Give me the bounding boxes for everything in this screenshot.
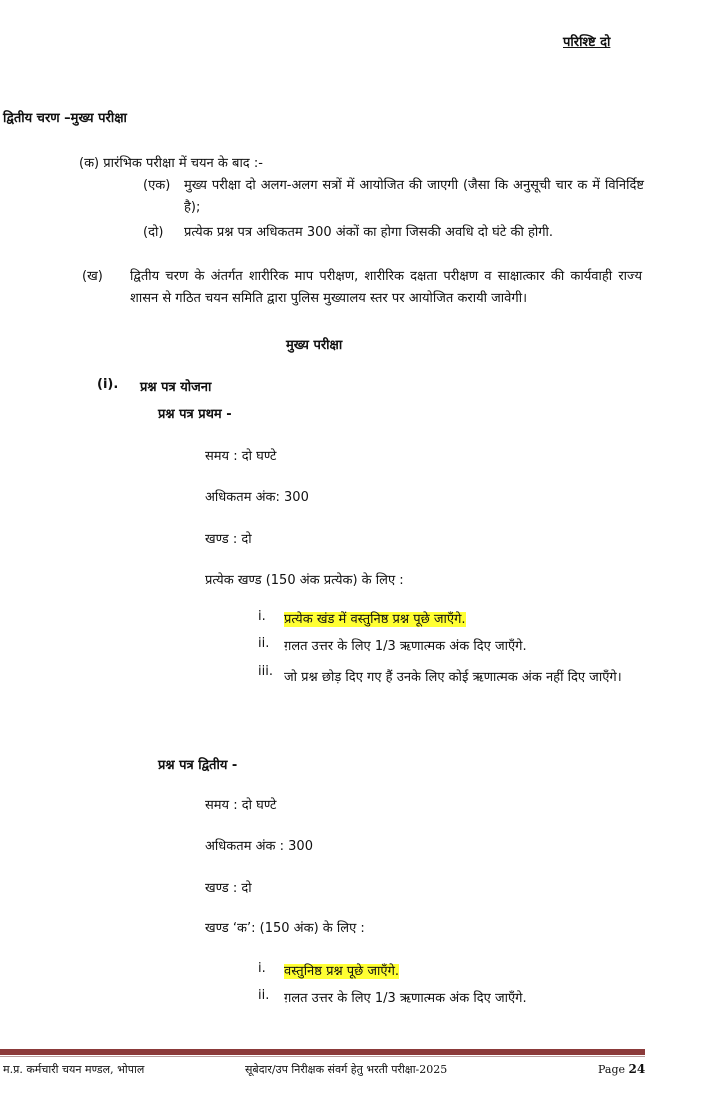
page-label: Page xyxy=(598,1063,626,1076)
rule-num: i. xyxy=(258,961,266,976)
para-kha-text: द्वितीय चरण के अंतर्गत शारीरिक माप परीक्षण, शारीरिक दक्षता परीक्षण व साक्षात्कार की कार्यवाही राज्य शासन से गठित चयन समिति द्वारा पुलिस मुख्यालय स्तर पर आयोजित करायी जावेगी। xyxy=(130,269,643,306)
footer-exam-title: सूबेदार/उप निरीक्षक संवर्ग हेतु भरती परीक्षा-2025 xyxy=(245,1063,448,1076)
paper2-section-ka: खण्ड ‘क’: (150 अंक) के लिए : xyxy=(205,921,365,936)
rule-text: जो प्रश्न छोड़ दिए गए हैं उनके लिए कोई ऋणात्मक अंक नहीं दिए जाएँगे। xyxy=(284,670,622,685)
scheme-title: प्रश्न पत्र योजना xyxy=(140,380,212,395)
rule-num: ii. xyxy=(258,988,270,1003)
paper1-time: समय : दो घण्टे xyxy=(205,449,277,464)
rule-text-highlighted: प्रत्येक खंड में वस्तुनिष्ठ प्रश्न पूछे जाएँगे. xyxy=(284,612,466,627)
page-num: 24 xyxy=(628,1062,646,1076)
paper2-sections: खण्ड : दो xyxy=(205,881,252,896)
paper2-max-marks: अधिकतम अंक : 300 xyxy=(205,839,313,854)
scheme-num: (i). xyxy=(97,377,119,392)
rule-num: i. xyxy=(258,609,266,624)
para-kha-num: (ख) xyxy=(82,269,103,284)
para-ka-label: (क) प्रारंभिक परीक्षा में चयन के बाद :- xyxy=(79,156,263,171)
rule-text-highlighted: वस्तुनिष्ठ प्रश्न पूछे जाएँगे. xyxy=(284,964,400,979)
page-number xyxy=(598,1062,645,1076)
rule-num: ii. xyxy=(258,636,270,651)
rule-text: ग़लत उत्तर के लिए 1/3 ऋणात्मक अंक दिए जाएँगे. xyxy=(284,639,527,654)
footer-org: म.प्र. कर्मचारी चयन मण्डल, भोपाल xyxy=(3,1063,145,1076)
list-item-text: मुख्य परीक्षा दो अलग-अलग सत्रों में आयोजित की जाएगी (जैसा कि अनुसूची चार क में विनिर्दिष्ट है); xyxy=(184,178,644,215)
list-item-num: (दो) xyxy=(143,225,164,240)
list-item-num: (एक) xyxy=(143,178,171,193)
appendix-label: परिश्ष्टि दो xyxy=(563,35,611,50)
rule-num: iii. xyxy=(258,664,273,679)
footer-divider-thin xyxy=(0,1056,645,1057)
paper2-time: समय : दो घण्टे xyxy=(205,798,277,813)
paper1-sections: खण्ड : दो xyxy=(205,532,252,547)
section-title: द्वितीय चरण –मुख्य परीक्षा xyxy=(3,111,127,126)
paper1-max-marks: अधिकतम अंक: 300 xyxy=(205,490,309,505)
main-exam-heading: मुख्य परीक्षा xyxy=(286,338,343,353)
paper1-each-section: प्रत्येक खण्ड (150 अंक प्रत्येक) के लिए : xyxy=(205,573,404,588)
rule-text: ग़लत उत्तर के लिए 1/3 ऋणात्मक अंक दिए जाएँगे. xyxy=(284,991,527,1006)
footer-divider xyxy=(0,1049,645,1055)
paper2-title: प्रश्न पत्र द्वितीय - xyxy=(158,758,238,773)
list-item-text: प्रत्येक प्रश्न पत्र अधिकतम 300 अंकों का होगा जिसकी अवधि दो घंटे की होगी. xyxy=(184,225,554,240)
paper1-title: प्रश्न पत्र प्रथम - xyxy=(158,407,232,422)
